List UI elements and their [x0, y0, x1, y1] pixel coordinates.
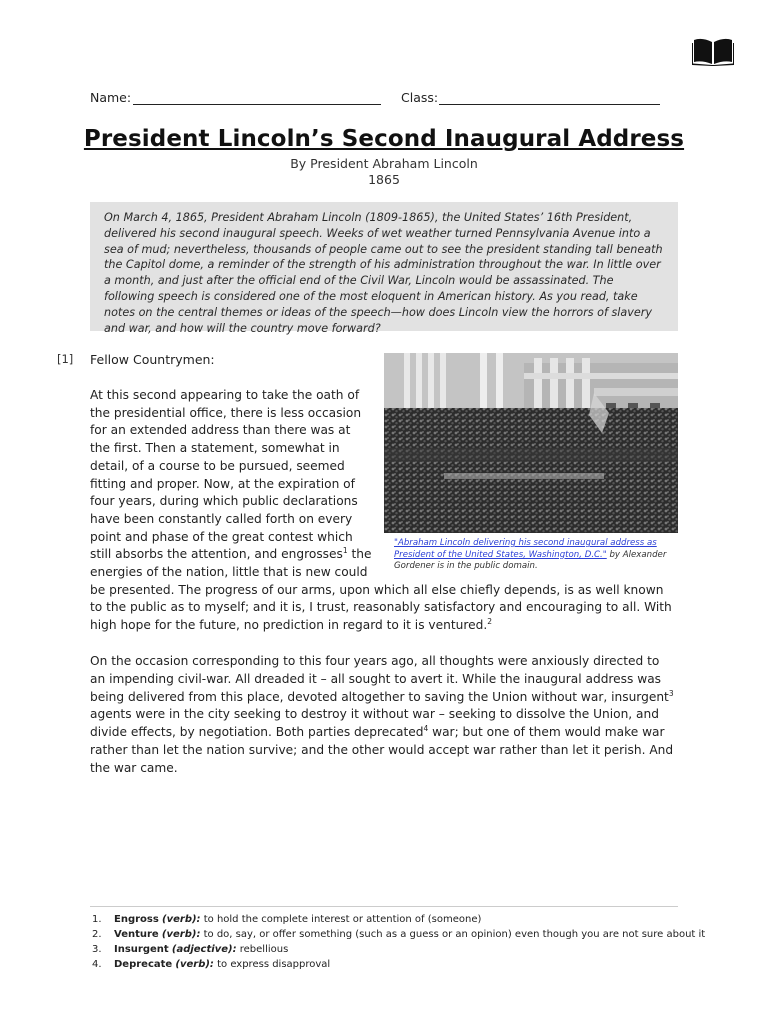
- caption-link[interactable]: "Abraham Lincoln delivering his second inaugural address as President of the United States, Washington, D.C.": [394, 538, 657, 560]
- footnote-ref-1: 1: [342, 546, 348, 556]
- figure: [384, 353, 678, 573]
- footnote-item: [90, 957, 690, 972]
- page-title: President Lincoln’s Second Inaugural Address: [83, 126, 685, 152]
- footnote-ref-2: 2: [487, 617, 492, 627]
- caption-credit: by Alexander Gordener is in the public domain.: [394, 549, 667, 571]
- paragraph-1-text-a: At this second appearing to take the oath of the presidential office, there is less occasion for an extended address than there was at the first. Then a statement, somewhat in detail, of a course to be pursued, seemed fitting and proper. Now, at the expiration of four years, during which public declarations have been constantly called forth on every point and phase of the great contest which still absorbs the attention, and engrosses: [90, 388, 362, 562]
- intro-box: On March 4, 1865, President Abraham Lincoln (1809-1865), the United States’ 16th President, delivered his second inaugural speech. Weeks of wet weather turned Pennsylvania Avenue into a sea of mud; nevertheless, thousands of people came out to see the president standing tall beneath the Capitol dome, a reminder of the strength of his administration throughout the war. In little over a month, and just after the official end of the Civil War, Lincoln would be assassinated. The following speech is considered one of the most eloquent in American history. As you read, take notes on the central themes or ideas of the speech—how does Lincoln view the horrors of slavery and war, and how will the country move forward?: [90, 202, 678, 331]
- year-line: 1865: [368, 172, 400, 187]
- inauguration-photo: [384, 353, 678, 533]
- footnote-number: 1.: [92, 914, 102, 925]
- footnote-number: 4.: [92, 959, 102, 970]
- class-label: Class:: [401, 90, 439, 105]
- name-label: Name:: [90, 90, 132, 105]
- footnote-term: Engross: [114, 914, 159, 925]
- footnote-ref-3: 3: [668, 688, 674, 698]
- paragraph-2: [90, 653, 678, 778]
- footnote-ref-4: 4: [423, 724, 429, 734]
- paragraph-number: [1]: [57, 352, 74, 366]
- footnote-term: Insurgent: [114, 944, 169, 955]
- paragraph-2-text-b: agents were in the city seeking to destroy it without war – seeking to dissolve the Union, and divide effects, by negotiation. Both parties deprecated: [90, 707, 659, 740]
- byline: [0, 156, 768, 188]
- footnote-number: 3.: [92, 944, 102, 955]
- footnote-item: [90, 927, 706, 942]
- footnote-pos: (verb):: [175, 959, 214, 970]
- footnote-item: [90, 912, 690, 927]
- footnote-pos: (verb):: [162, 914, 201, 925]
- footnote-definition: to hold the complete interest or attention of (someone): [200, 914, 482, 925]
- footnote-pos: (adjective):: [171, 944, 237, 955]
- greeting: Fellow Countrymen:: [90, 352, 215, 367]
- footnote-definition: rebellious: [236, 944, 289, 955]
- footnote-divider: [90, 906, 678, 907]
- author-line: By President Abraham Lincoln: [290, 156, 478, 171]
- footnote-item: [90, 942, 690, 957]
- paragraph-2-text-c: war; but one of them would make war rather than let the nation survive; and the other would accept war rather than let it perish. And the war came.: [90, 725, 674, 775]
- footnotes: [90, 912, 706, 972]
- paragraph-2-text-a: On the occasion corresponding to this four years ago, all thoughts were anxiously directed to an impending civil-war. All dreaded it – all sought to avert it. While the inaugural address was being delivered from this place, devoted altogether to saving the Union without war, insurgent: [90, 654, 669, 704]
- footnote-definition: to do, say, or offer something (such as a guess or an opinion) even though you are not sure about it: [200, 929, 706, 940]
- footnote-pos: (verb):: [161, 929, 201, 940]
- footnote-term: Deprecate: [114, 959, 173, 970]
- footnote-term: Venture: [114, 929, 159, 940]
- paragraph-1-text-b: the energies of the nation, little that is new could be presented. The progress of our arms, upon which all else chiefly depends, is as well known to the public as to myself; and it is, I trust, reasonably satisfactory and encouraging to all. With high hope for the future, no prediction in regard to it is ventured.: [90, 547, 672, 633]
- book-icon: [692, 36, 734, 66]
- paragraph-1: [90, 387, 678, 635]
- photo-caption: [384, 533, 678, 573]
- name-field[interactable]: [133, 104, 381, 105]
- class-field[interactable]: [439, 104, 660, 105]
- footnote-number: 2.: [92, 929, 102, 940]
- footnote-definition: to express disapproval: [213, 959, 331, 970]
